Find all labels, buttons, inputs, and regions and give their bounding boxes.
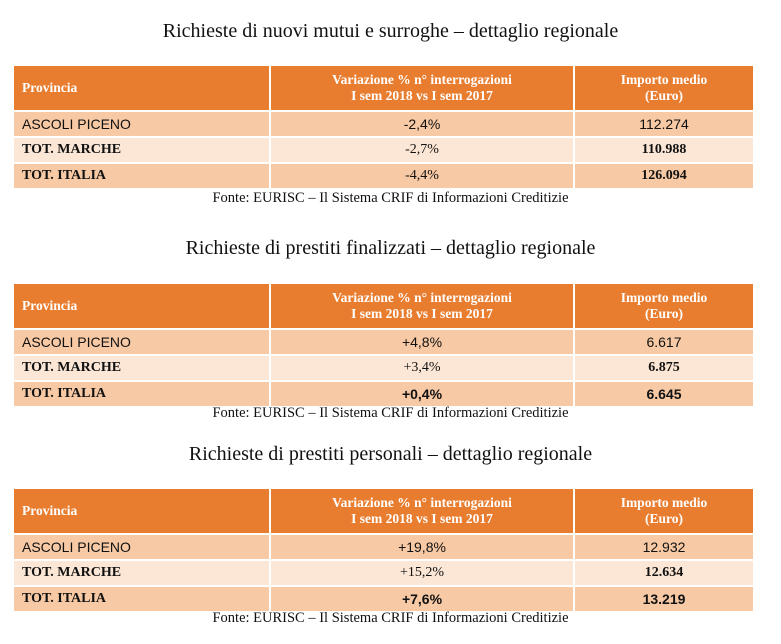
table-nuovi-mutui bbox=[14, 66, 753, 188]
row-label: TOT. MARCHE bbox=[14, 560, 270, 586]
section-3-source: Fonte: EURISC – Il Sistema CRIF di Informazioni Creditizie bbox=[212, 610, 569, 626]
row-variazione: -2,4% bbox=[270, 111, 574, 137]
row-variazione: +3,4% bbox=[270, 355, 574, 381]
header-variazione-line1: Variazione % n° interrogazioni bbox=[332, 495, 512, 510]
header-importo-line2: (Euro) bbox=[644, 511, 683, 526]
row-importo: 112.274 bbox=[574, 111, 753, 137]
header-importo-line1: Importo medio bbox=[620, 72, 708, 87]
row-importo: 12.932 bbox=[574, 534, 753, 560]
row-label: ASCOLI PICENO bbox=[14, 534, 270, 560]
header-importo-line2: (Euro) bbox=[644, 306, 683, 321]
section-2-source: Fonte: EURISC – Il Sistema CRIF di Informazioni Creditizie bbox=[212, 405, 569, 421]
header-variazione bbox=[270, 489, 574, 534]
table-row bbox=[14, 381, 753, 406]
header-variazione bbox=[270, 284, 574, 329]
header-provincia: Provincia bbox=[14, 284, 270, 329]
table-header-row bbox=[14, 489, 753, 534]
row-label: ASCOLI PICENO bbox=[14, 111, 270, 137]
header-variazione-line1: Variazione % n° interrogazioni bbox=[332, 72, 512, 87]
row-importo: 126.094 bbox=[574, 163, 753, 188]
header-importo bbox=[574, 284, 753, 329]
header-variazione-line2: I sem 2018 vs I sem 2017 bbox=[351, 511, 493, 526]
header-importo bbox=[574, 489, 753, 534]
section-1-title: Richieste di nuovi mutui e surroghe – dettaglio regionale bbox=[162, 20, 619, 42]
table-row bbox=[14, 163, 753, 188]
row-importo: 6.875 bbox=[574, 355, 753, 381]
header-provincia: Provincia bbox=[14, 66, 270, 111]
table-row bbox=[14, 329, 753, 355]
row-label: ASCOLI PICENO bbox=[14, 329, 270, 355]
header-variazione-line1: Variazione % n° interrogazioni bbox=[332, 290, 512, 305]
row-importo: 6.645 bbox=[574, 381, 753, 406]
header-variazione-line2: I sem 2018 vs I sem 2017 bbox=[351, 88, 493, 103]
table-row bbox=[14, 355, 753, 381]
row-variazione: -2,7% bbox=[270, 137, 574, 163]
table-row bbox=[14, 111, 753, 137]
table-row bbox=[14, 560, 753, 586]
table-row bbox=[14, 534, 753, 560]
row-label: TOT. MARCHE bbox=[14, 355, 270, 381]
table-prestiti-finalizzati bbox=[14, 284, 753, 406]
row-importo: 6.617 bbox=[574, 329, 753, 355]
table-row bbox=[14, 586, 753, 611]
row-label: TOT. ITALIA bbox=[14, 163, 270, 188]
header-importo bbox=[574, 66, 753, 111]
table-header-row bbox=[14, 284, 753, 329]
table-row bbox=[14, 137, 753, 163]
header-variazione bbox=[270, 66, 574, 111]
row-variazione: +7,6% bbox=[270, 586, 574, 611]
header-importo-line1: Importo medio bbox=[620, 290, 708, 305]
header-importo-line2: (Euro) bbox=[644, 88, 683, 103]
row-label: TOT. MARCHE bbox=[14, 137, 270, 163]
row-variazione: -4,4% bbox=[270, 163, 574, 188]
row-variazione: +0,4% bbox=[270, 381, 574, 406]
row-label: TOT. ITALIA bbox=[14, 381, 270, 406]
row-label: TOT. ITALIA bbox=[14, 586, 270, 611]
row-variazione: +4,8% bbox=[270, 329, 574, 355]
table-header-row bbox=[14, 66, 753, 111]
row-variazione: +15,2% bbox=[270, 560, 574, 586]
header-variazione-line2: I sem 2018 vs I sem 2017 bbox=[351, 306, 493, 321]
section-1-source: Fonte: EURISC – Il Sistema CRIF di Informazioni Creditizie bbox=[212, 190, 569, 206]
header-importo-line1: Importo medio bbox=[620, 495, 708, 510]
row-importo: 110.988 bbox=[574, 137, 753, 163]
table-prestiti-personali bbox=[14, 489, 753, 611]
row-importo: 13.219 bbox=[574, 586, 753, 611]
section-2-title: Richieste di prestiti finalizzati – dettaglio regionale bbox=[185, 237, 596, 259]
section-3-title: Richieste di prestiti personali – dettaglio regionale bbox=[188, 443, 593, 465]
header-provincia: Provincia bbox=[14, 489, 270, 534]
row-importo: 12.634 bbox=[574, 560, 753, 586]
row-variazione: +19,8% bbox=[270, 534, 574, 560]
